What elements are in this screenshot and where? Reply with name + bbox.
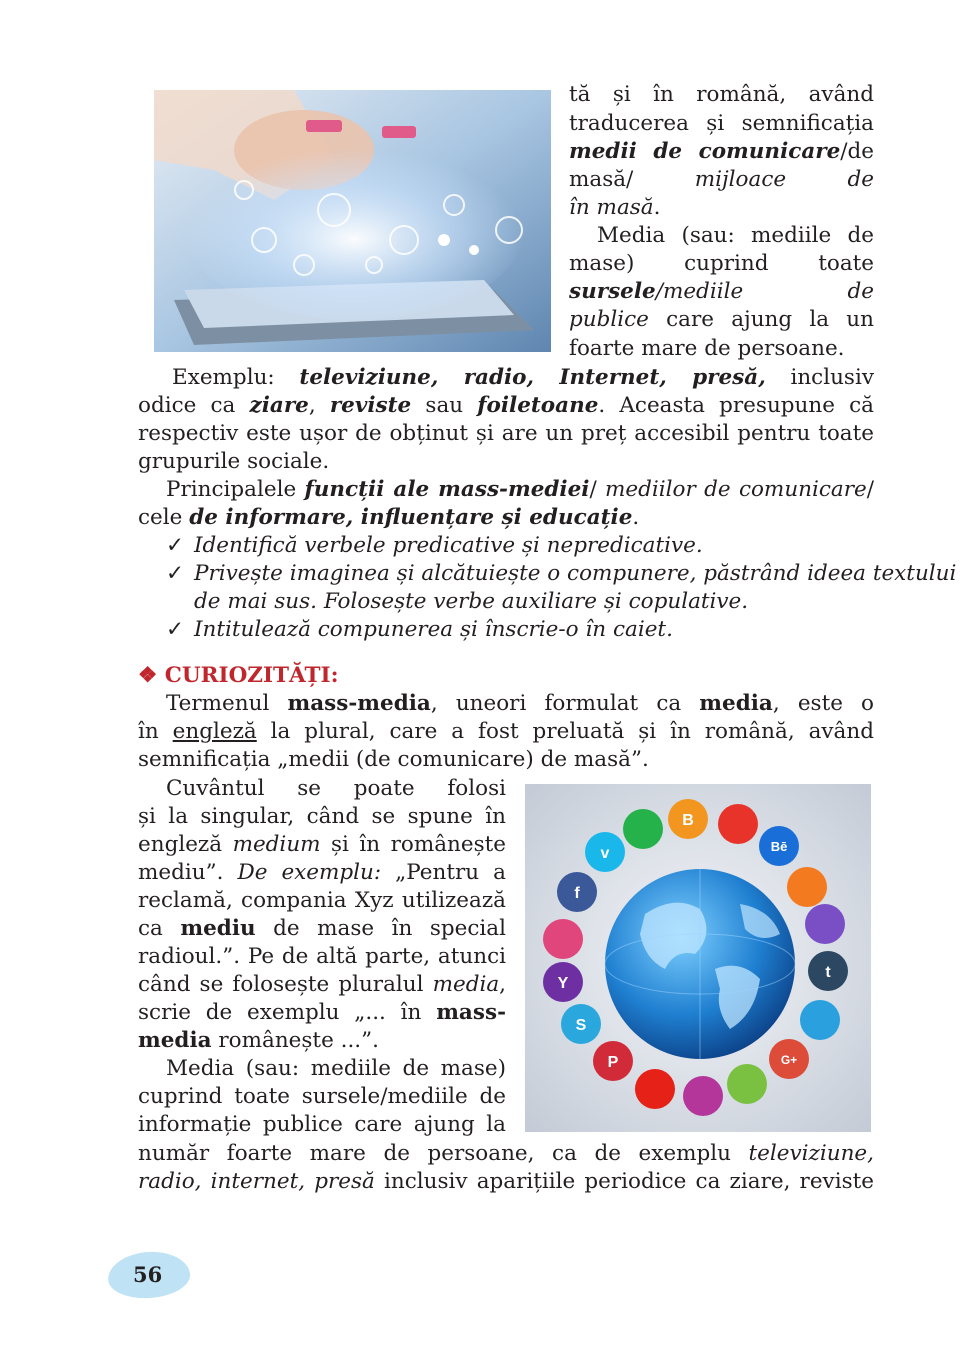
cur-p3-line-2: cuprind toate sursele/mediile de: [138, 1084, 506, 1109]
cur-p2-line-4: mediu”. De exemplu: „Pentru a: [138, 860, 506, 885]
cur-p2-line-8: când se folosește pluralul media,: [138, 972, 506, 997]
top-text-line-9: publice care ajung la un: [569, 307, 874, 332]
diamond-bullet-icon: ❖: [138, 663, 158, 688]
cur-p1-line-3: semnificația „medii (de comunicare) de masă”.: [138, 747, 649, 772]
cur-p1-line-2: în engleză la plural, care a fost preluată și în română, având: [138, 719, 874, 744]
cur-p3-line-4: număr foarte mare de persoane, ca de exemplu televiziune,: [138, 1141, 874, 1166]
svg-text:G+: G+: [780, 1053, 798, 1067]
top-text-line-6: Media (sau: mediile de: [597, 223, 874, 248]
cur-p2-line-6: ca mediu de mase în special: [138, 916, 506, 941]
para2-line-1: Principalele funcții ale mass-mediei/ mediilor de comunicare/: [166, 477, 874, 502]
svg-text:f: f: [574, 885, 580, 902]
top-text-line-7: mase) cuprind toate: [569, 251, 874, 276]
top-text-line-1: tă și în română, având: [569, 82, 874, 107]
cur-p2-line-2: și la singular, când se spune în: [138, 804, 506, 829]
curiosities-heading: ❖ CURIOZITĂȚI:: [138, 663, 339, 688]
svg-text:B: B: [682, 812, 694, 829]
svg-text:Y: Y: [557, 975, 569, 992]
top-text-line-5: în masă.: [569, 195, 661, 220]
cur-p3-line-3: informație publice care ajung la: [138, 1112, 506, 1137]
task-item-2: ✓ Privește imaginea și alcătuiește o compunere, păstrând ideea textului: [166, 561, 957, 586]
check-icon: ✓: [166, 561, 185, 586]
cur-p2-line-3: engleză medium și în românește: [138, 832, 506, 857]
svg-text:P: P: [607, 1054, 619, 1071]
para1-line-3: respectiv este ușor de obținut și are un preț accesibil pentru toate: [138, 421, 874, 446]
task-item-3: ✓ Intitulează compunerea și înscrie-o în caiet.: [166, 617, 673, 642]
para1-line-4: grupurile sociale.: [138, 449, 330, 474]
cur-p2-line-5: reclamă, compania Xyz utilizează: [138, 888, 506, 913]
cur-p2-line-10: media românește ...”.: [138, 1028, 379, 1053]
tablet-hand-image: [154, 90, 551, 352]
social-media-globe-illustration: [525, 784, 871, 1132]
svg-text:S: S: [575, 1017, 587, 1034]
check-icon: ✓: [166, 617, 185, 642]
cur-p3-line-5: radio, internet, presă inclusiv aparițiile periodice ca ziare, reviste: [138, 1169, 874, 1194]
cur-p2-line-9: scrie de exemplu „... în mass-: [138, 1000, 506, 1025]
para1-line-1: Exemplu: televiziune, radio, Internet, presă, inclusiv: [172, 365, 874, 390]
cur-p2-line-7: radioul.”. Pe de altă parte, atunci: [138, 944, 506, 969]
top-text-line-2: traducerea și semnificația: [569, 111, 874, 136]
social-media-globe-image: [525, 784, 871, 1132]
page-number: 56: [133, 1262, 163, 1287]
top-text-line-10: foarte mare de persoane.: [569, 336, 845, 361]
svg-text:Bē: Bē: [770, 839, 788, 854]
tablet-hand-illustration: [154, 90, 551, 352]
para1-line-2: odice ca ziare, reviste sau foiletoane. Aceasta presupune că: [138, 393, 874, 418]
task-item-2-cont: de mai sus. Folosește verbe auxiliare și copulative.: [194, 589, 749, 614]
cur-p2-line-1: Cuvântul se poate folosi: [166, 776, 506, 801]
top-text-line-8: sursele/mediile de: [569, 279, 874, 304]
top-text-line-4: masă/ mijloace de: [569, 167, 874, 192]
cur-p3-line-1: Media (sau: mediile de mase): [166, 1056, 506, 1081]
top-text-line-3: medii de comunicare/de: [569, 139, 874, 164]
check-icon: ✓: [166, 533, 185, 558]
svg-text:v: v: [600, 845, 610, 862]
cur-p1-line-1: Termenul mass-media, uneori formulat ca media, este o: [166, 691, 874, 716]
svg-text:t: t: [825, 964, 831, 981]
para2-line-2: cele de informare, influențare și educație.: [138, 505, 640, 530]
task-item-1: ✓ Identifică verbele predicative și nepredicative.: [166, 533, 703, 558]
